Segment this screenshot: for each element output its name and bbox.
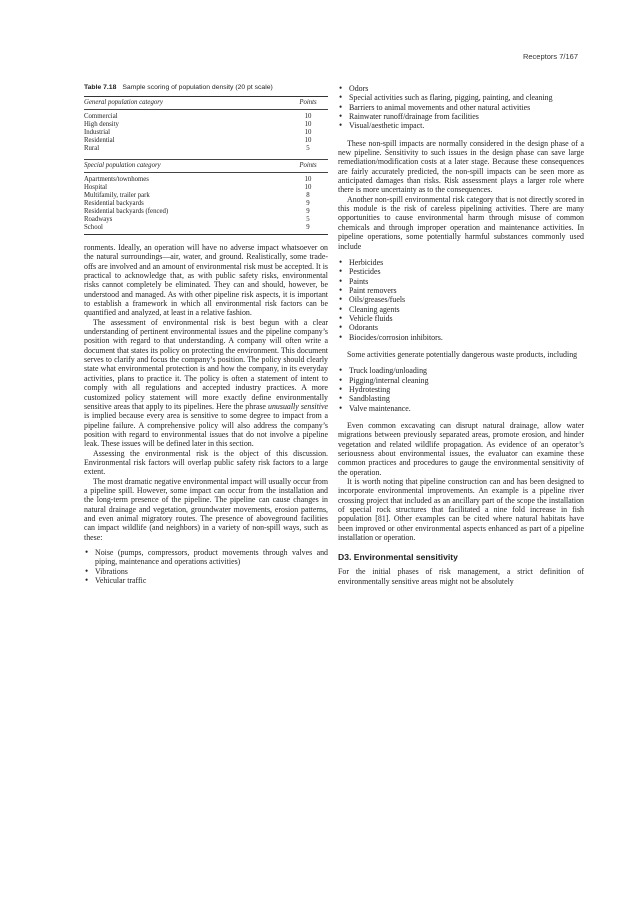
left-paragraph-2-start: The assessment of environmental risk is best begun with a clear understanding of pertinent environmental issues and the pipeline company’s position with regard to that understanding. A company will often write a document that states its policy on protecting the environment. This document serves to clarify and focus the company’s position. The policy should clearly state what environmental protection is and how the company, in its everyday activities, plans to practice it. The policy is often a statement of intent to comply with all regulations and accepted industry practices. A more customized policy statement will more exactly define environmentally sensitive areas that apply to its pipelines. Here the phrase xyxy=(84,317,328,411)
table-row xyxy=(84,129,328,137)
list-item: • Paints xyxy=(338,277,584,286)
table-caption-text: Sample scoring of population density (20 pt scale) xyxy=(122,84,273,91)
list-item: • Herbicides xyxy=(338,258,584,267)
table-row xyxy=(84,110,328,122)
list-item: • Vehicle fluids xyxy=(338,314,584,323)
right-bullet-list-1 xyxy=(338,84,584,131)
category-cell: Roadways xyxy=(84,216,113,223)
table-caption xyxy=(84,84,328,91)
category-cell: Commercial xyxy=(84,113,118,120)
category-cell: High density xyxy=(84,121,119,128)
special-category-heading: Special population category xyxy=(84,160,288,173)
category-cell: Residential backyards (fenced) xyxy=(84,208,169,215)
points-cell: 10 xyxy=(304,129,312,136)
category-cell: Residential xyxy=(84,137,115,144)
list-item: • Oils/greases/fuels xyxy=(338,295,584,304)
list-item: • Pesticides xyxy=(338,267,584,276)
right-bullet-list-2 xyxy=(338,258,584,342)
category-cell: Multifamily, trailer park xyxy=(84,192,150,199)
list-item: • Rainwater runoff/drainage from facilities xyxy=(338,112,584,121)
list-item: • Vehicular traffic xyxy=(84,576,328,585)
list-item: • Vibrations xyxy=(84,567,328,576)
points-cell: 10 xyxy=(304,176,312,183)
special-header-row xyxy=(84,160,328,173)
right-paragraph-1: These non-spill impacts are normally considered in the design phase of a new pipeline. Sensitivity to such issues in the design phase can save large remediation/modification costs at a later stage. Because these consequences are fairly accurately predicted, the non-spill impacts can be seen more as anticipated damages than risks. Risk assessment plays a larger role where there is more uncertainty as to the consequences. xyxy=(338,138,584,195)
table-row xyxy=(84,137,328,145)
category-cell: Industrial xyxy=(84,129,111,136)
category-cell: School xyxy=(84,224,288,235)
right-paragraph-4: Even common excavating can disrupt natural drainage, allow water migrations between previously separated areas, promote erosion, and hinder vegetation and related wildlife propagation. As evidence of an operator’s seriousness about environmental issues, the evaluator can examine these common practices and procedures to gauge the environmental sensitivity of the operation. xyxy=(338,421,584,477)
points-cell: 8 xyxy=(306,192,310,199)
list-item: • Noise (pumps, compressors, product movements through valves and piping, maintenance and operations activities) xyxy=(84,548,328,567)
left-paragraph-4: The most dramatic negative environmental impact will usually occur from a pipeline spill. However, some impact can occur from the installation and the long-term presence of the pipeline. The pipeline can cause changes in natural drainage and vegetation, groundwater movements, erosion patterns, and even animal migratory routes. The presence of aboveground facilities can impact wildlife (and neighbors) in a variety of non-spill ways, such as these: xyxy=(84,476,328,542)
list-item: • Valve maintenance. xyxy=(338,404,584,413)
category-cell: Hospital xyxy=(84,184,108,191)
right-paragraph-5: It is worth noting that pipeline construction can and has been designed to incorporate environmental improvements. An example is a pipeline river crossing project that included as an ancillary part of the scope the installation of special rock structures that facilitated a nine fold increase in fish population [81]. Other examples can be cited where natural habitats have been improved or other environmental aspects enhanced as part of a pipeline installation or operation. xyxy=(338,477,584,543)
left-paragraph-3: Assessing the environmental risk is the object of this discussion. Environmental risk factors will overlap public safety risk factors to a large extent. xyxy=(84,448,328,477)
table-row xyxy=(84,145,328,153)
points-cell: 9 xyxy=(288,224,328,235)
list-item: • Visual/aesthetic impact. xyxy=(338,121,584,130)
right-paragraph-2: Another non-spill environmental risk category that is not directly scored in this module is the risk of careless pipelining activities. There are many opportunities to cause environmental harm through misuse of common chemicals and through improper operation and maintenance activities. In pipeline operations, some potentially harmful substances commonly used include xyxy=(338,194,584,251)
category-cell: Rural xyxy=(84,145,100,152)
general-header-row xyxy=(84,97,328,110)
section-heading: D3. Environmental sensitivity xyxy=(338,552,458,563)
points-cell: 10 xyxy=(304,184,312,191)
table-row xyxy=(84,224,328,235)
list-item: • Truck loading/unloading xyxy=(338,366,584,375)
points-cell: 9 xyxy=(306,208,310,215)
list-item: • Hydrotesting xyxy=(338,385,584,394)
points-cell: 5 xyxy=(306,216,310,223)
table-caption-label: Table 7.18 xyxy=(84,84,117,91)
points-cell: 10 xyxy=(304,137,312,144)
list-item: • Biocides/corrosion inhibitors. xyxy=(338,333,584,342)
list-item: • Sandblasting xyxy=(338,394,584,403)
table-row xyxy=(84,173,328,185)
points-cell: 10 xyxy=(304,113,312,120)
list-item: • Barriers to animal movements and other natural activities xyxy=(338,103,584,112)
category-cell: Residential backyards xyxy=(84,200,144,207)
left-paragraph-2-end: is implied because every area is sensitive to some degree to impact from a pipeline failure. A comprehensive policy will also address the company’s position with regard to environmental issues that do not involve a pipeline leak. These issues will be defined later in this section. xyxy=(84,411,328,449)
left-bullet-list xyxy=(84,548,328,585)
table-row xyxy=(84,192,328,200)
table-row xyxy=(84,200,328,208)
population-scoring-table xyxy=(84,96,328,235)
right-paragraph-6: For the initial phases of risk management, a strict definition of environmentally sensitive areas might not be absolutely xyxy=(338,567,584,586)
right-bullet-list-3 xyxy=(338,366,584,413)
list-item: • Paint removers xyxy=(338,286,584,295)
list-item: • Cleaning agents xyxy=(338,305,584,314)
general-points-heading: Points xyxy=(288,97,328,110)
points-cell: 5 xyxy=(306,145,310,152)
category-cell: Apartments/townhomes xyxy=(84,176,149,183)
list-item: • Pigging/internal cleaning xyxy=(338,376,584,385)
table-row xyxy=(84,184,328,192)
left-paragraph-1: ronments. Ideally, an operation will have no adverse impact whatsoever on the natural surroundings—air, water, and ground. Realistically, some trade-offs are involved and an amount of environmental risk must be accepted. It is practical to acknowledge that, as with public safety risks, environmental risks cannot completely be eliminated. They can and should, however, be understood and managed. As with other pipeline risk aspects, it is important to establish a framework in which all environmental risk factors can be quantified and analyzed, at least in a relative fashion. xyxy=(84,243,328,318)
right-column xyxy=(338,84,584,586)
general-category-heading: General population category xyxy=(84,97,288,110)
table-row xyxy=(84,208,328,216)
left-column xyxy=(84,84,328,585)
points-cell: 9 xyxy=(306,200,310,207)
left-paragraph-2-emphasis: unusually sensitive xyxy=(268,401,329,411)
running-head: Receptors 7/167 xyxy=(522,52,578,61)
list-item: • Odors xyxy=(338,84,584,93)
right-paragraph-3: Some activities generate potentially dangerous waste products, including xyxy=(347,349,578,359)
special-points-heading: Points xyxy=(288,160,328,173)
list-item: • Odorants xyxy=(338,323,584,332)
table-row xyxy=(84,216,328,224)
list-item: • Special activities such as flaring, pigging, painting, and cleaning xyxy=(338,93,584,102)
points-cell: 10 xyxy=(304,121,312,128)
table-row xyxy=(84,121,328,129)
left-paragraph-2 xyxy=(84,318,328,449)
